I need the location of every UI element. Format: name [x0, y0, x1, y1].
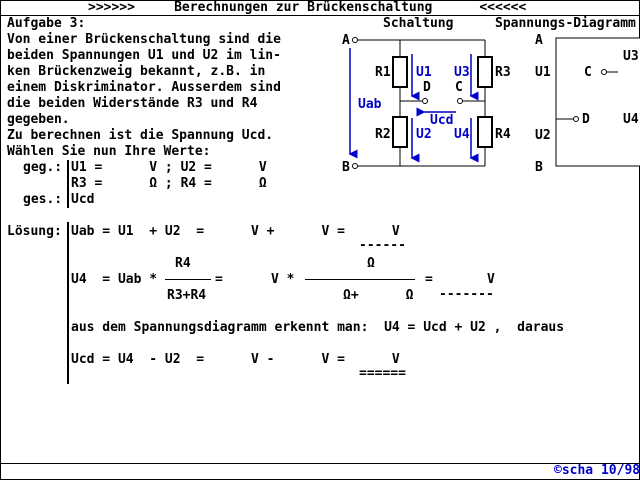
diagram-label-a: A — [535, 33, 543, 48]
label-c: C — [455, 80, 463, 95]
u4-equals: = — [215, 272, 223, 287]
label-d: D — [423, 80, 431, 95]
given-label: geg.: — [23, 160, 63, 175]
task-line: Wählen Sie nun Ihre Werte: — [7, 144, 211, 159]
circuit-title: Schaltung — [383, 16, 454, 31]
label-u1: U1 — [416, 65, 432, 80]
resistor-r2 — [393, 117, 407, 147]
sought-value: Ucd — [71, 192, 95, 207]
given-rule — [67, 160, 69, 208]
diagram-title: Spannungs-Diagramm — [495, 16, 636, 31]
label-u3: U3 — [454, 65, 470, 80]
diagram-label-u1: U1 — [535, 65, 551, 80]
u4-lhs: U4 = Uab * — [71, 272, 158, 287]
label-r1: R1 — [375, 65, 391, 80]
task-line: die beiden Widerstände R3 und R4 — [7, 96, 258, 111]
diagram-label-u3: U3 — [623, 49, 639, 64]
label-r4: R4 — [495, 127, 511, 142]
label-uab: Uab — [358, 97, 382, 112]
task-line: Zu berechnen ist die Spannung Ucd. — [7, 128, 274, 143]
solution-label: Lösung: — [7, 224, 62, 239]
task-line: ken Brückenzweig bekannt, z.B. in — [7, 64, 266, 79]
footer-divider — [0, 463, 640, 464]
diagram-label-c: C — [584, 65, 592, 80]
copyright: ©scha 10/98 — [554, 463, 640, 478]
label-b: B — [342, 160, 350, 175]
diagram-label-u4: U4 — [623, 112, 639, 127]
header-title: >>>>>> Berechnungen zur Brückenschaltung <<<<<< — [88, 0, 527, 15]
task-line: gegeben. — [7, 112, 70, 127]
u4-fraction2-bar — [305, 279, 415, 280]
solution-rule — [67, 222, 69, 384]
resistor-r1 — [393, 57, 407, 87]
u4-frac-numerator: R4 — [175, 256, 191, 271]
terminal-b — [353, 164, 358, 169]
u4-frac-denominator: R3+R4 — [167, 288, 207, 303]
u4-fraction-bar — [165, 279, 211, 280]
label-u4: U4 — [454, 127, 470, 142]
diagram-label-b: B — [535, 160, 543, 175]
label-u2: U2 — [416, 127, 432, 142]
terminal-c — [458, 99, 463, 104]
uab-equation[interactable]: Uab = U1 + U2 = V + V = V — [71, 224, 400, 239]
resistor-r4 — [478, 117, 492, 147]
u4-mid[interactable]: V * — [271, 272, 295, 287]
diagram-point-d — [574, 117, 579, 122]
ucd-equation[interactable]: Ucd = U4 - U2 = V - V = V — [71, 352, 400, 367]
u4-result[interactable]: V — [487, 272, 495, 287]
terminal-a — [353, 38, 358, 43]
task-line: einem Diskriminator. Ausserdem sind — [7, 80, 281, 95]
ucd-double-underline: ====== — [359, 366, 406, 381]
diagram-conclusion: aus dem Spannungsdiagramm erkennt man: U4 = Ucd + U2 , daraus — [71, 320, 565, 335]
voltage-diagram — [530, 30, 640, 180]
task-heading: Aufgabe 3: — [7, 16, 86, 31]
task-line: beiden Spannungen U1 und U2 im lin- — [7, 48, 281, 63]
terminal-d — [423, 99, 428, 104]
u4-equals-2: = — [425, 272, 433, 287]
bridge-circuit — [340, 30, 515, 180]
u4-dashes: ------- — [439, 287, 494, 302]
task-line: Von einer Brückenschaltung sind die — [7, 32, 281, 47]
given-row-2[interactable]: R3 = Ω ; R4 = Ω — [71, 176, 267, 191]
diagram-label-u2: U2 — [535, 128, 551, 143]
u4-frac2-denominator[interactable]: Ω+ Ω — [343, 288, 414, 303]
label-ucd: Ucd — [430, 113, 454, 128]
sought-label: ges.: — [23, 192, 63, 207]
resistor-r3 — [478, 57, 492, 87]
u4-frac2-numerator[interactable]: Ω — [367, 256, 375, 271]
given-row-1[interactable]: U1 = V ; U2 = V — [71, 160, 267, 175]
diagram-label-d: D — [582, 112, 590, 127]
label-r3: R3 — [495, 65, 511, 80]
uab-dashes: ------ — [359, 238, 406, 253]
label-a: A — [342, 33, 350, 48]
label-r2: R2 — [375, 127, 391, 142]
diagram-point-c — [602, 70, 607, 75]
